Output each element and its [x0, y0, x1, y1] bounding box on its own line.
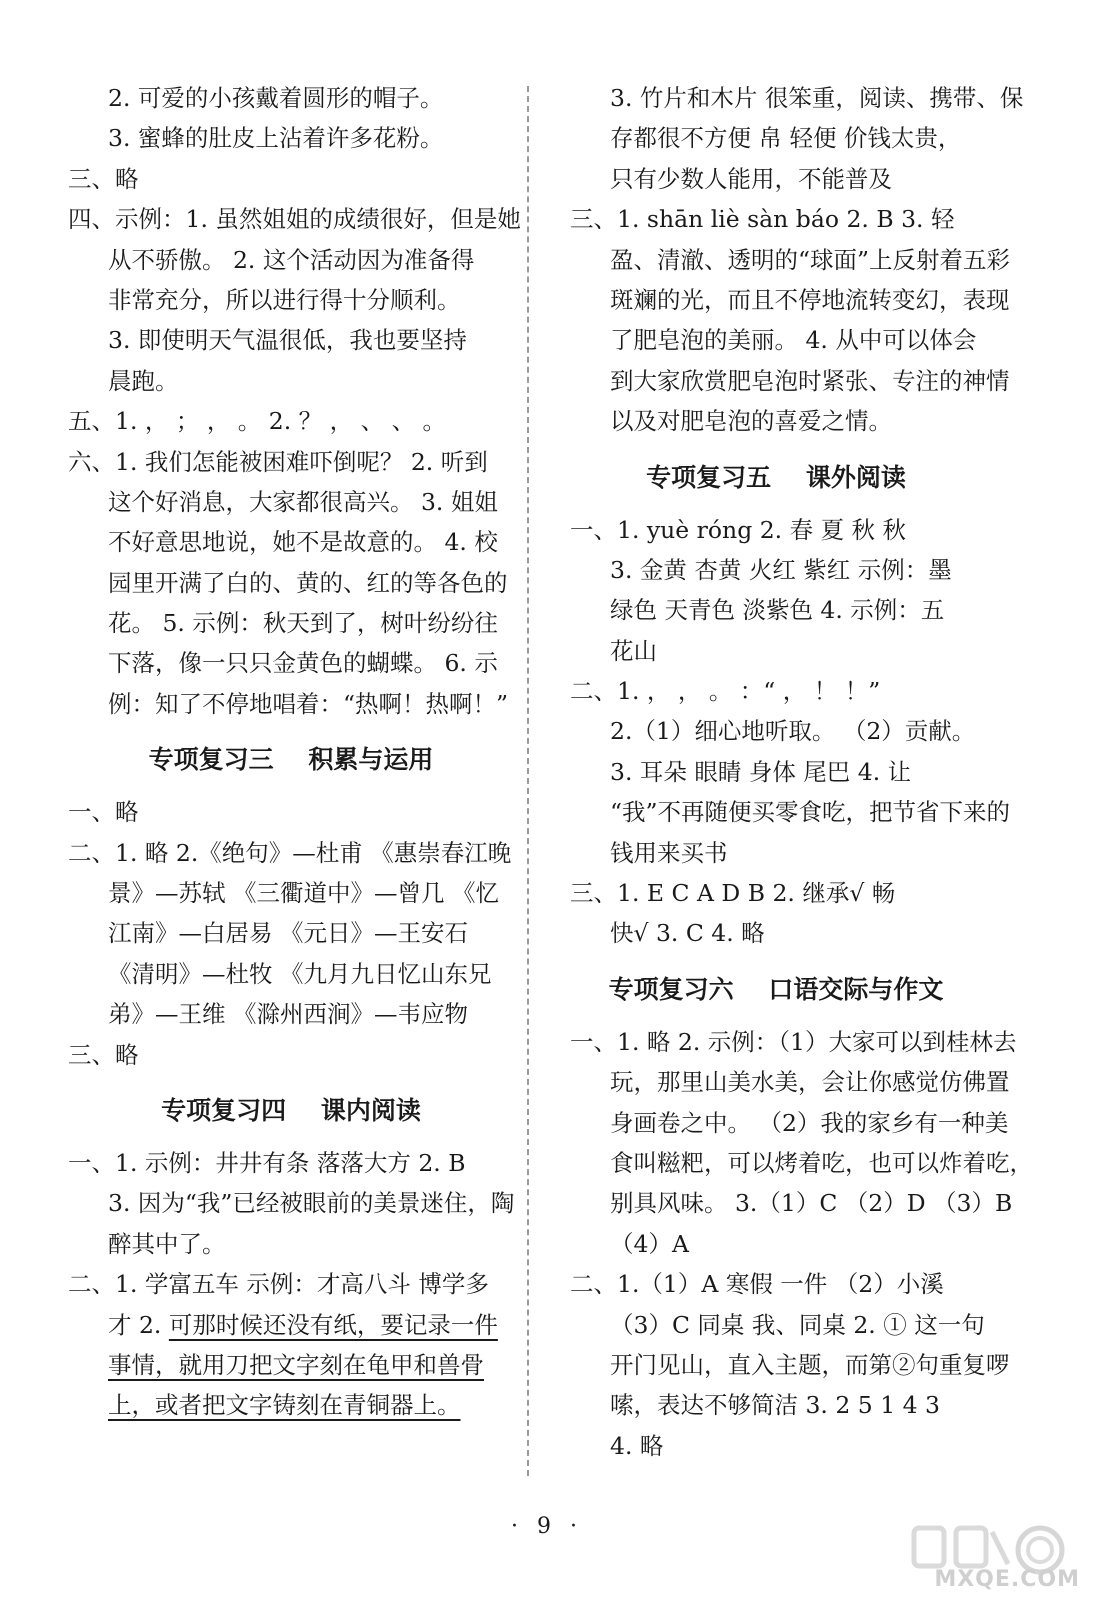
answer-text: 这个好消息，大家都很高兴。 3. 姐姐 [108, 487, 498, 516]
answer-line [68, 873, 514, 913]
answer-text: （4）A [610, 1229, 689, 1258]
answer-line [570, 1264, 982, 1304]
answer-text: 3. 耳朵 眼睛 身体 尾巴 4. 让 [610, 757, 912, 786]
underlined-text: 上，或者把文字铸刻在青铜器上。 [108, 1391, 461, 1420]
answer-text: 开门见山，直入主题，而第②句重复啰 [610, 1350, 1010, 1379]
answer-text: 快√ 3. C 4. 略 [610, 919, 765, 948]
answer-line [68, 603, 514, 643]
answer-text: 盈、清澈、透明的“球面”上反射着五彩 [610, 245, 1011, 274]
answer-text: 五、1. ， ； ， 。 2. ？ ， 、 、 。 [68, 407, 447, 436]
answer-line [68, 159, 514, 199]
underlined-text: 事情，就用刀把文字刻在龟甲和兽骨 [108, 1350, 484, 1379]
answer-text: 弟》—王维 《滁州西涧》—韦应物 [108, 1000, 468, 1029]
answer-line [570, 631, 982, 671]
right-column [570, 78, 1033, 1466]
answer-line [68, 1385, 514, 1425]
answer-line [570, 510, 982, 550]
answer-text: 晨跑。 [108, 366, 179, 395]
answer-line [570, 1183, 1013, 1223]
underlined-text: 可那时候还没有纸，要记录一件 [168, 1310, 498, 1339]
answer-text: 一、1. yuè róng 2. 春 夏 秋 秋 [570, 515, 907, 544]
answer-line [570, 320, 982, 360]
section-heading: 专项复习六 口语交际与作文 [608, 974, 944, 1004]
answer-line [570, 1143, 1033, 1183]
answer-text: 园里开满了白的、黄的、红的等各色的 [108, 568, 508, 597]
answer-line [68, 401, 514, 441]
answer-text: 二、1. 学富五车 示例：才高八斗 博学多 [68, 1270, 489, 1299]
answer-line [68, 442, 514, 482]
answer-text: 六、1. 我们怎能被困难吓倒呢？ 2. 听到 [68, 447, 488, 476]
answer-text: 斑斓的光，而且不停地流转变幻，表现 [610, 285, 1010, 314]
answer-text: 2.（1）细心地听取。 （2）贡献。 [610, 717, 976, 746]
answer-line [68, 684, 514, 724]
answer-line [68, 994, 514, 1034]
answer-text: 身画卷之中。 （2）我的家乡有一种美 [610, 1108, 1009, 1137]
answer-text: 绿色 天青色 淡紫色 4. 示例：五 [610, 596, 945, 625]
answer-text: 玩，那里山美水美，会让你感觉仿佛置 [610, 1068, 1010, 1097]
answer-text: 二、1. ， ， 。 ：“ ， ！ ！” [570, 677, 881, 706]
answer-text: 才 2. [108, 1310, 169, 1339]
page-number: · 9 · [511, 1514, 583, 1539]
answer-text: 3. 蜜蜂的肚皮上沾着许多花粉。 [108, 124, 444, 153]
answer-text: 2. 可爱的小孩戴着圆形的帽子。 [108, 84, 444, 112]
answer-line [68, 240, 514, 280]
answer-text: 以及对肥皂泡的喜爱之情。 [610, 407, 892, 436]
answer-line [570, 78, 1024, 118]
answer-line [570, 711, 982, 751]
answer-line [570, 550, 982, 590]
answer-line [570, 159, 982, 199]
answer-text: 不好意思地说，她不是故意的。 4. 校 [108, 528, 498, 557]
answer-line [68, 78, 514, 118]
answer-text: 四、示例：1. 虽然姐姐的成绩很好，但是她 [68, 205, 521, 234]
answer-line [570, 1305, 985, 1345]
answer-text: 三、1. E C A D B 2. 继承√ 畅 [570, 879, 896, 908]
answer-text: 例：知了不停地唱着：“热啊！热啊！” [108, 689, 509, 718]
answer-line [570, 1224, 982, 1264]
answer-line [68, 954, 514, 994]
answer-text: 三、1. shān liè sàn báo 2. B 3. 轻 [570, 205, 955, 234]
column-divider [527, 86, 529, 1476]
answer-line [570, 590, 982, 630]
answer-line [570, 361, 1010, 401]
answer-text: 一、1. 略 2. 示例：（1）大家可以到桂林去 [570, 1027, 1017, 1056]
answer-text: 非常充分，所以进行得十分顺利。 [108, 285, 461, 314]
section-heading: 专项复习四 课内阅读 [161, 1095, 421, 1125]
answer-line [570, 792, 1011, 832]
answer-text: 醉其中了。 [108, 1229, 226, 1258]
answer-line [570, 280, 1010, 320]
answer-line [570, 199, 982, 239]
answer-line [570, 401, 982, 441]
answer-line [68, 1224, 514, 1264]
watermark-text: MXQE.COM [934, 1567, 1080, 1592]
answer-text: 二、1.（1）A 寒假 一件 （2）小溪 [570, 1270, 944, 1299]
answer-line [68, 522, 514, 562]
answer-text: 食叫糍粑，可以烤着吃，也可以炸着吃， [610, 1148, 1033, 1177]
answer-line [570, 1022, 1017, 1062]
answer-line [68, 1345, 514, 1385]
answer-line [68, 1035, 514, 1075]
answer-text: 三、略 [68, 1040, 139, 1069]
answer-text: 《清明》—杜牧 《九月九日忆山东兄 [108, 959, 492, 988]
section-heading: 专项复习五 课外阅读 [646, 462, 906, 492]
answer-text: 一、1. 示例：井井有条 落落大方 2. B [68, 1148, 466, 1177]
answer-line [68, 1264, 514, 1304]
answer-text: 二、1. 略 2.《绝句》—杜甫 《惠崇春江晚 [68, 838, 512, 867]
answer-text: 花。 5. 示例：秋天到了，树叶纷纷往 [108, 609, 498, 638]
answer-line [68, 913, 514, 953]
answer-line [68, 361, 514, 401]
answer-line [570, 118, 982, 158]
answer-line [570, 833, 982, 873]
answer-text: 花山 [610, 636, 657, 665]
answer-line [68, 563, 514, 603]
answer-text: 三、略 [68, 164, 139, 193]
answer-line [570, 1385, 982, 1425]
answer-text: “我”不再随便买零食吃，把节省下来的 [610, 798, 1011, 827]
answer-text: 存都很不方便 帛 轻便 价钱太贵， [610, 124, 962, 153]
answer-text: 景》—苏轼 《三衢道中》—曾几 《忆 [108, 879, 499, 908]
answer-text: 嗦，表达不够简洁 3. 2 5 1 4 3 [610, 1391, 940, 1420]
answer-text: 4. 略 [610, 1431, 664, 1460]
answer-line [68, 643, 514, 683]
answer-line [68, 833, 514, 873]
section-heading: 专项复习三 积累与运用 [148, 745, 434, 775]
answer-text: 只有少数人能用，不能普及 [610, 164, 892, 193]
answer-text: 下落，像一只只金黄色的蝴蝶。 6. 示 [108, 649, 498, 678]
answer-line [68, 199, 521, 239]
watermark-logo [880, 1520, 1080, 1592]
answer-text: 钱用来买书 [610, 838, 728, 867]
answer-line [68, 792, 514, 832]
answer-text: 到大家欣赏肥皂泡时紧张、专注的神情 [610, 366, 1010, 395]
answer-line [68, 320, 514, 360]
answer-text: 3. 竹片和木片 很笨重，阅读、携带、保 [610, 84, 1024, 112]
answer-line [570, 1062, 1010, 1102]
answer-line [570, 913, 982, 953]
answer-line [68, 1183, 514, 1223]
answer-line [68, 482, 514, 522]
answer-line [570, 240, 1011, 280]
answer-line [570, 752, 982, 792]
answer-text: 从不骄傲。 2. 这个活动因为准备得 [108, 245, 475, 274]
left-column [68, 78, 521, 1426]
answer-text: 3. 即使明天气温很低，我也要坚持 [108, 326, 467, 355]
answer-text: 一、略 [68, 798, 139, 827]
answer-text: 别具风味。 3.（1）C （2）D （3）B [610, 1189, 1013, 1218]
answer-line [570, 1345, 1010, 1385]
answer-text: 江南》—白居易 《元日》—王安石 [108, 919, 468, 948]
answer-line [570, 873, 982, 913]
answer-line [68, 280, 514, 320]
answer-line [68, 118, 514, 158]
answer-line [68, 1305, 514, 1345]
answer-text: 3. 金黄 杏黄 火红 紫红 示例：墨 [610, 555, 952, 584]
answer-line [570, 671, 982, 711]
answer-text: 3. 因为“我”已经被眼前的美景迷住，陶 [108, 1189, 515, 1218]
answer-text: 了肥皂泡的美丽。 4. 从中可以体会 [610, 326, 977, 355]
answer-line [570, 1103, 1009, 1143]
answer-text: （3）C 同桌 我、同桌 2. ① 这一句 [610, 1310, 985, 1339]
answer-line [68, 1143, 514, 1183]
answer-line [570, 1426, 982, 1466]
